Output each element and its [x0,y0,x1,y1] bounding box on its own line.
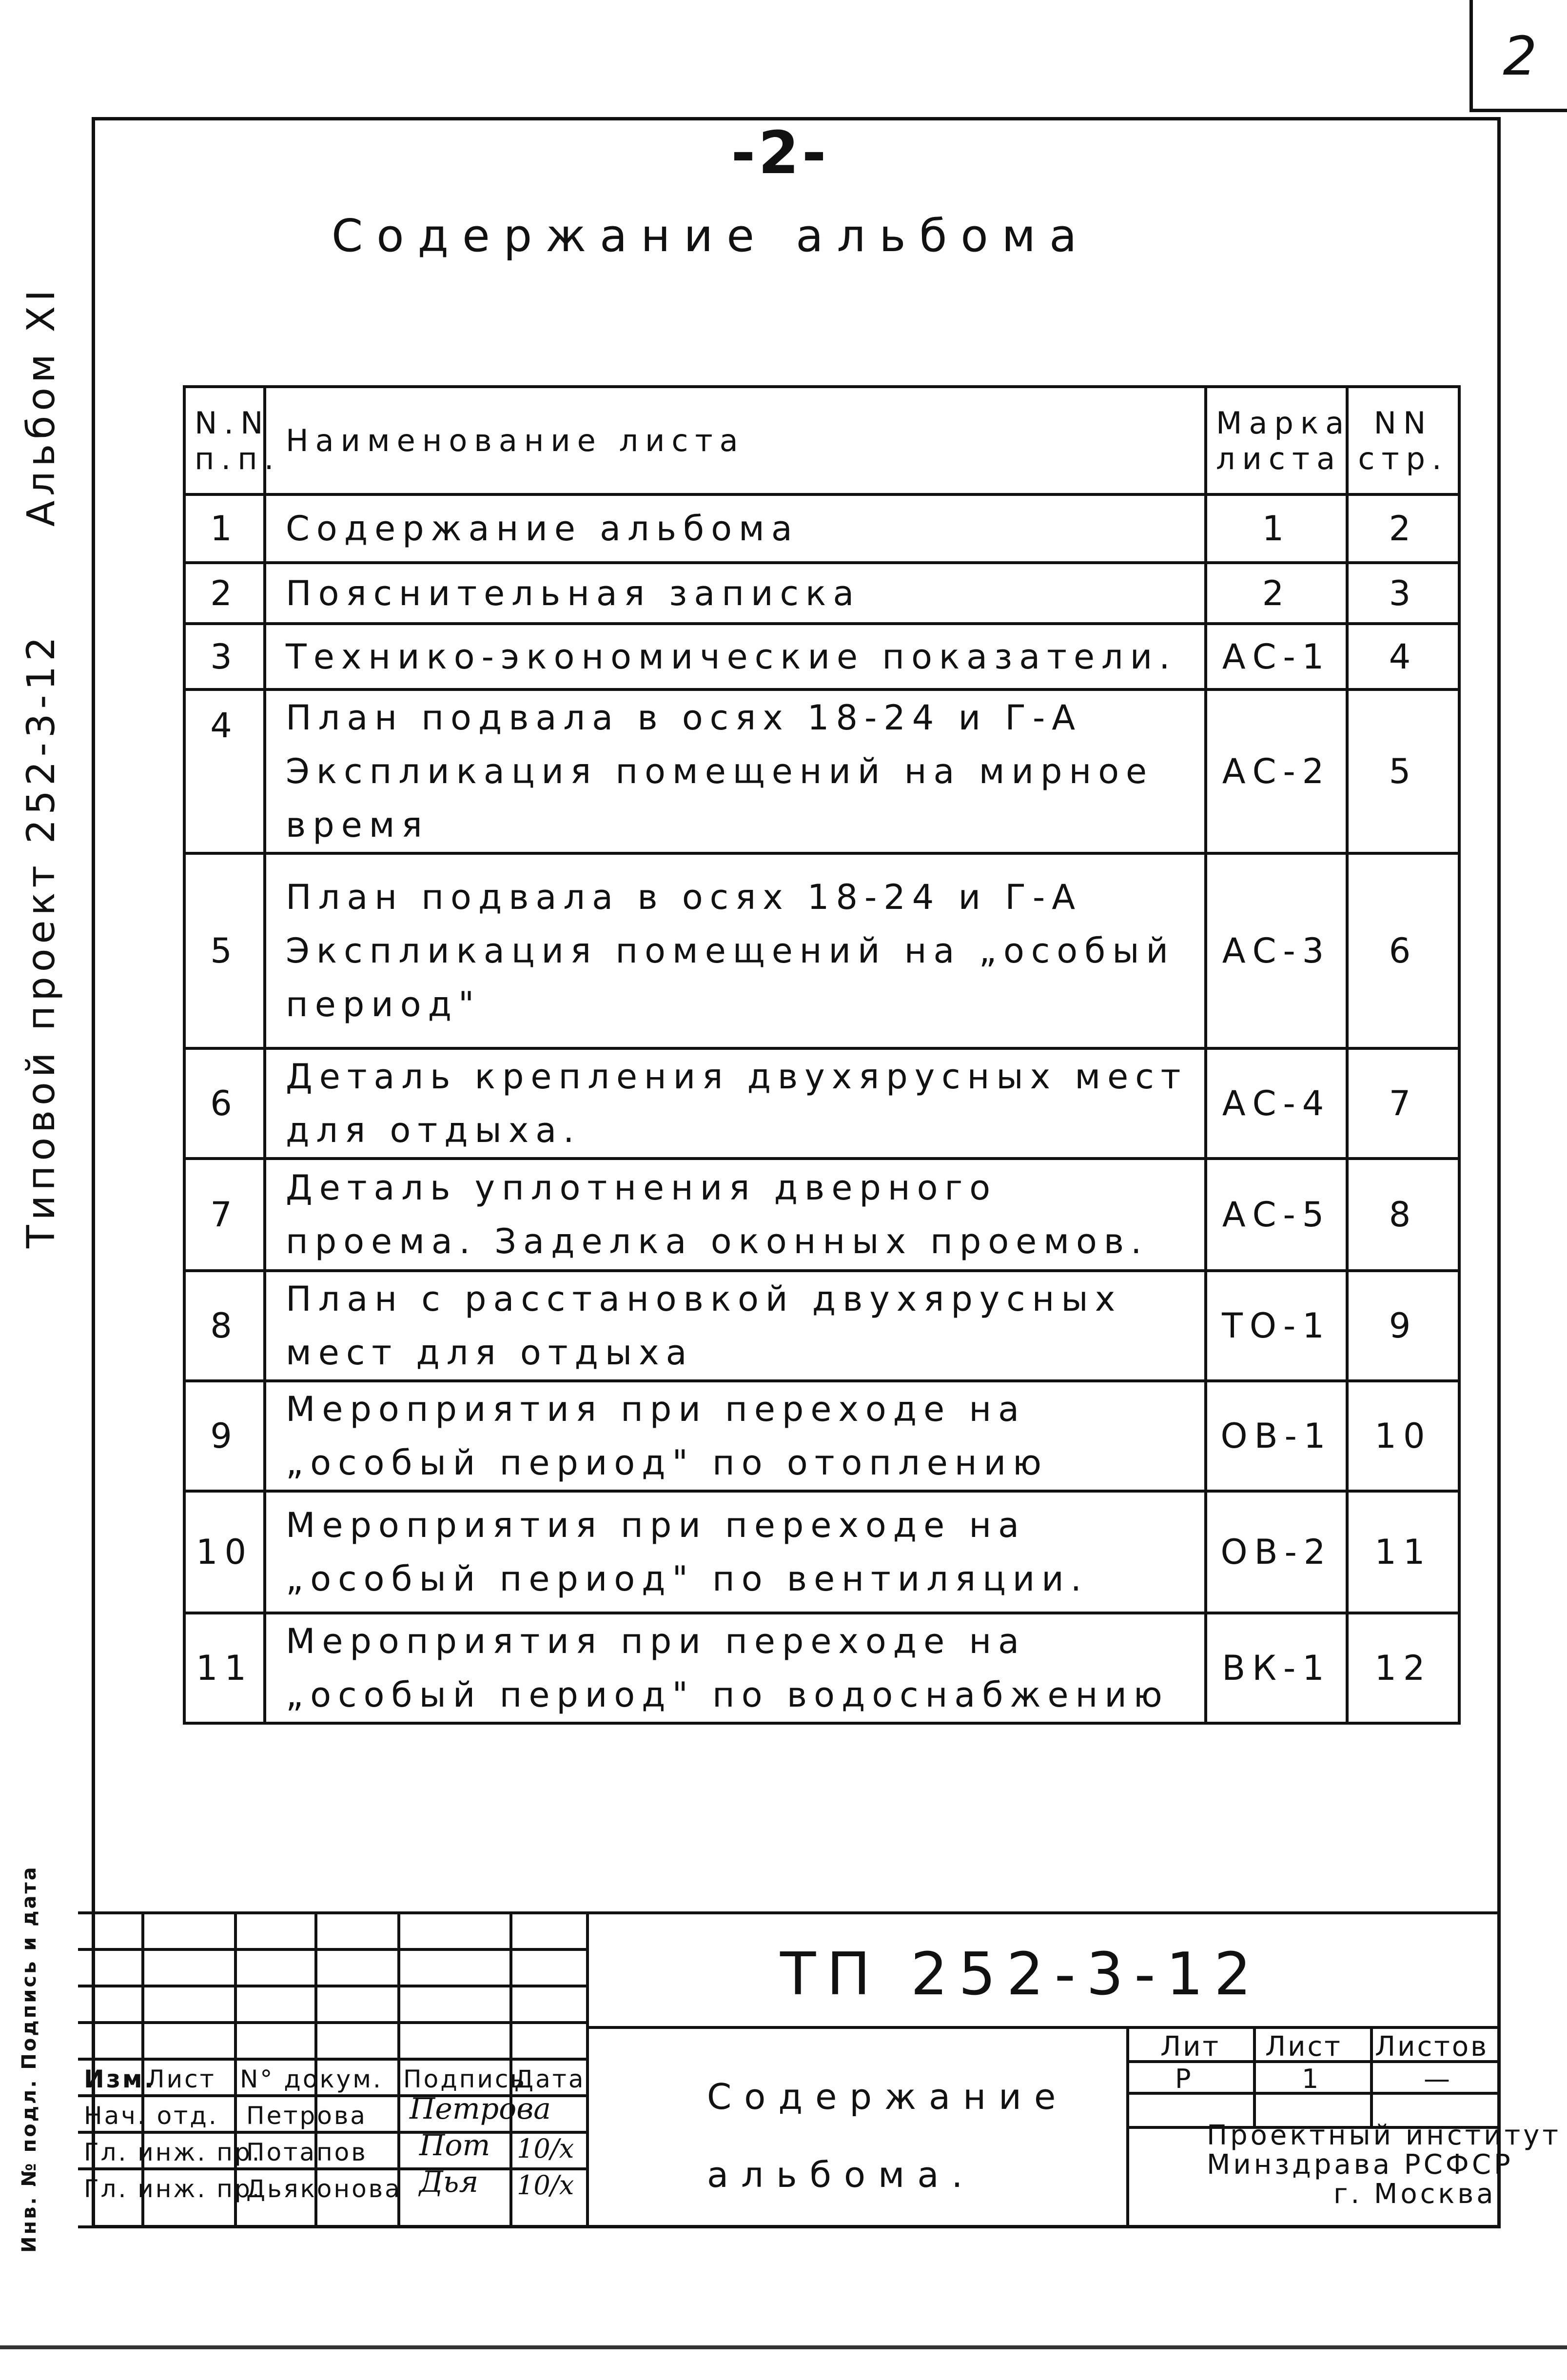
row-mark: АС-3 [1206,853,1347,1048]
row-no: 11 [184,1613,265,1723]
header-page: NN стр. [1347,387,1459,494]
row-name: Мероприятия при переходе на „особый период" по отоплению [265,1381,1206,1491]
row-name: План с расстановкой двухярусных мест для отдыха [265,1271,1206,1381]
row-page: 11 [1347,1491,1459,1613]
table-row [184,563,1459,624]
table-header-row [184,387,1459,494]
row-mark: ВК-1 [1206,1613,1347,1723]
spine-project: Типовой проект 252-3-12 [20,632,63,1248]
header-mark: Марка листа [1206,387,1347,494]
row-page: 2 [1347,494,1459,563]
table-row [184,494,1459,563]
row-mark: 1 [1206,494,1347,563]
row-no: 8 [184,1271,265,1381]
table-row [184,624,1459,689]
stamp-date: 10/x [517,2133,574,2164]
stamp-col-role: Изм. [84,2065,156,2093]
table-row [184,1048,1459,1159]
table-row [184,1159,1459,1271]
row-mark: ОВ-1 [1206,1381,1347,1491]
stamp-role: Гл. инж. пр. [84,2138,262,2166]
row-page: 9 [1347,1271,1459,1381]
row-no: 4 [184,689,265,853]
row-no: 9 [184,1381,265,1491]
project-code: ТП 252-3-12 [780,1941,1262,2008]
binder-strip [0,1755,59,2253]
stamp-lit-value: Р [1175,2064,1193,2094]
header-no: N.N п.п. [184,387,265,494]
institute [1207,2121,1561,2209]
bottom-edge [0,2345,1567,2349]
document-title: Содержание альбома [332,210,1091,262]
row-name: Мероприятия при переходе на „особый период" по вентиляции. [265,1491,1206,1613]
binder-strip-text: Инв. № подл. Подпись и дата [18,1865,40,2253]
stamp-role: Гл. инж. пр. [84,2175,262,2203]
title-block [78,1911,1562,2228]
row-no: 3 [184,624,265,689]
institute-line: г. Москва [1333,2178,1496,2210]
page-number: -2- [731,119,829,187]
stamp-name: Дьяконова [246,2175,402,2203]
row-page: 3 [1347,563,1459,624]
row-mark: АС-1 [1206,624,1347,689]
stamp-lit-label: Лит [1160,2031,1221,2063]
stamp-signature: Дья [419,2165,479,2199]
row-mark: АС-4 [1206,1048,1347,1159]
row-page: 10 [1347,1381,1459,1491]
table-row [184,853,1459,1048]
row-no: 7 [184,1159,265,1271]
row-no: 6 [184,1048,265,1159]
table-row [184,1491,1459,1613]
row-name: Мероприятия при переходе на „особый период" по водоснабжению [265,1613,1206,1723]
table-row [184,1271,1459,1381]
row-no: 5 [184,853,265,1048]
stamp-name: Потапов [246,2138,368,2166]
stamp-sheet-label: Лист [1265,2031,1342,2063]
row-name: План подвала в осях 18-24 и Г-А Экспликация помещений на „особый период" [265,853,1206,1048]
row-name: План подвала в осях 18-24 и Г-А Экспликация помещений на мирное время [265,689,1206,853]
row-mark: ТО-1 [1206,1271,1347,1381]
row-mark: ОВ-2 [1206,1491,1347,1613]
stamp-col-doc: N° докум. [240,2065,383,2093]
stamp-sheets-value: — [1424,2064,1452,2094]
row-mark: АС-2 [1206,689,1347,853]
corner-page-number: 2 [1469,0,1567,112]
stamp-col-sign: Подпись [403,2065,527,2093]
spine-album: Альбом XI [20,285,63,527]
stamp-signature: Пот [419,2128,490,2163]
row-page: 12 [1347,1613,1459,1723]
row-name: Содержание альбома [265,494,1206,563]
spine-label [10,273,73,1248]
sheet-title: Содержание альбома. [707,2076,1069,2195]
table-row [184,1381,1459,1491]
stamp-signature: Петрова [410,2092,551,2126]
header-name: Наименование листа [265,387,1206,494]
stamp-sheet-value: 1 [1302,2064,1321,2094]
table-row [184,689,1459,853]
row-name: Технико-экономические показатели. [265,624,1206,689]
row-name: Деталь крепления двухярусных мест для отдыха. [265,1048,1206,1159]
row-name: Деталь уплотнения дверного проема. Заделка оконных проемов. [265,1159,1206,1271]
row-mark: АС-5 [1206,1159,1347,1271]
row-page: 4 [1347,624,1459,689]
stamp-name: Петрова [246,2102,367,2130]
stamp-col-date: Дата [514,2065,586,2093]
row-page: 5 [1347,689,1459,853]
row-name: Пояснительная записка [265,563,1206,624]
row-no: 1 [184,494,265,563]
row-no: 10 [184,1491,265,1613]
row-no: 2 [184,563,265,624]
institute-line: Проектный институт [1207,2120,1562,2151]
stamp-date: 10/x [517,2170,574,2201]
contents-table [183,385,1461,1725]
table-row [184,1613,1459,1723]
stamp-sheets-label: Листов [1375,2031,1489,2063]
row-mark: 2 [1206,563,1347,624]
row-page: 8 [1347,1159,1459,1271]
stamp-col-sheet: Лист [146,2065,216,2093]
institute-line: Минздрава РСФСР [1207,2149,1513,2181]
row-page: 7 [1347,1048,1459,1159]
row-page: 6 [1347,853,1459,1048]
stamp-role: Нач. отд. [84,2102,218,2130]
